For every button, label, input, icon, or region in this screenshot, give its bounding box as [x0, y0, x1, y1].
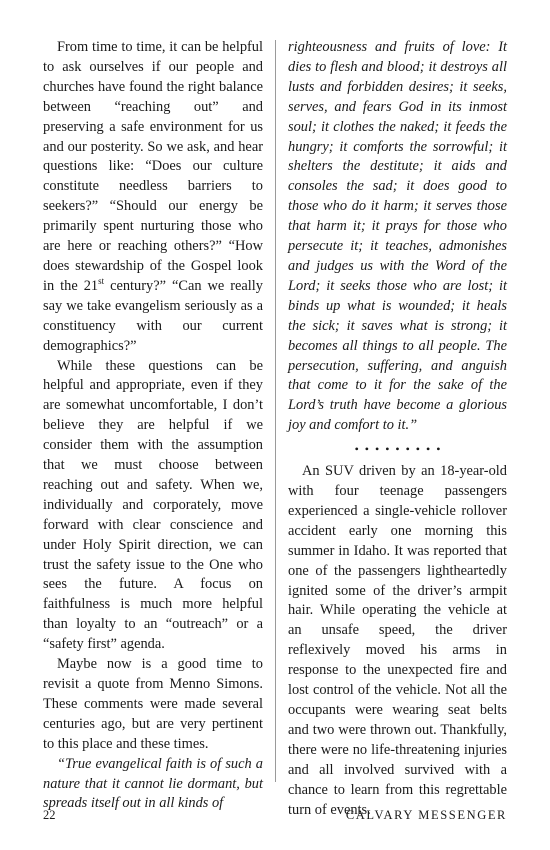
paragraph-suv-accident: An SUV driven by an 18-year-old with four teenage passengers experienced a single-vehicle rollover accident early one morning this summer in Idaho. It was reported that one of the passengers lightheartedly ignited some of the driver’s armpit hair. While operating the vehicle at an unsafe speed, the driver reflexively moved his arms in response to the unexpected fire and lost control of the vehicle. Not all the occupants were wearing seat belts and two were thrown out. Thankfully, there were no life-threatening injuries and all involved survived with a chance to learn from this regrettable turn of events.: [288, 463, 507, 818]
paragraph-questions: While these questions can be helpful and appropriate, even if they are somewhat uncomfortable, I don’t believe they are helpful if we consider them with the assumption that we must choose between reaching out and safety. When we, individually and corporately, move forward with clear conscience and under Holy Spirit direction, we can trust the safety issue to the One who sees the future. A focus on faithfulness is much more helpful than loyalty to an “outreach” or a “safety first” agenda.: [43, 357, 263, 653]
paragraph-menno-intro: Maybe now is a good time to revisit a quote from Menno Simons. These comments were made several centuries ago, but are very pertinent to this place and these times.: [43, 656, 263, 752]
paragraph-balance-text-b: century?” “Can we really say we take evangelism seriously as a constituency with our current demographics?”: [43, 277, 263, 354]
paragraph-balance-text-a: From time to time, it can be helpful to ask ourselves if our people and churches have found the right balance between “reaching out” and preserving a safe environment for us and our posterity. So we ask, and hear questions like: “Does our culture constitute needless barriers to seekers?” “Should our energy be primarily spent nurturing those who are here or reaching others?” “How does stewardship of the Gospel look in the 21: [43, 39, 263, 294]
menno-quote-end: righteousness and fruits of love: It dies to flesh and blood; it destroys all lusts and forbidden desires; it seeks, serves, and fears God in its inmost soul; it clothes the naked; it feeds the hungry; it comforts the sorrowful; it shelters the destitute; it aids and consoles the sad; it does good to those who do it harm; it serves those that harm it; it prays for those who persecute it; it teaches, admonishes and judges us with the Word of the Lord; it seeks those who are lost; it binds up what is wounded; it heals the sick; it saves what is strong; it becomes all things to all people. The persecution, suffering, and anguish that come to it for the sake of the Lord’s truth have become a glorious joy and comfort to it.”: [288, 39, 507, 434]
ordinal-suffix: st: [98, 276, 105, 287]
left-column: [43, 38, 263, 814]
section-separator: •••••••••: [354, 442, 447, 457]
column-divider: [275, 40, 276, 782]
paragraph-balance: [43, 38, 263, 357]
right-column: [288, 38, 507, 820]
menno-quote-start: “True evangelical faith is of such a nature that it cannot lie dormant, but spreads itself out in all kinds of: [43, 755, 263, 812]
page-number: 22: [43, 808, 56, 822]
running-head: CALVARY MESSENGER: [345, 808, 507, 822]
